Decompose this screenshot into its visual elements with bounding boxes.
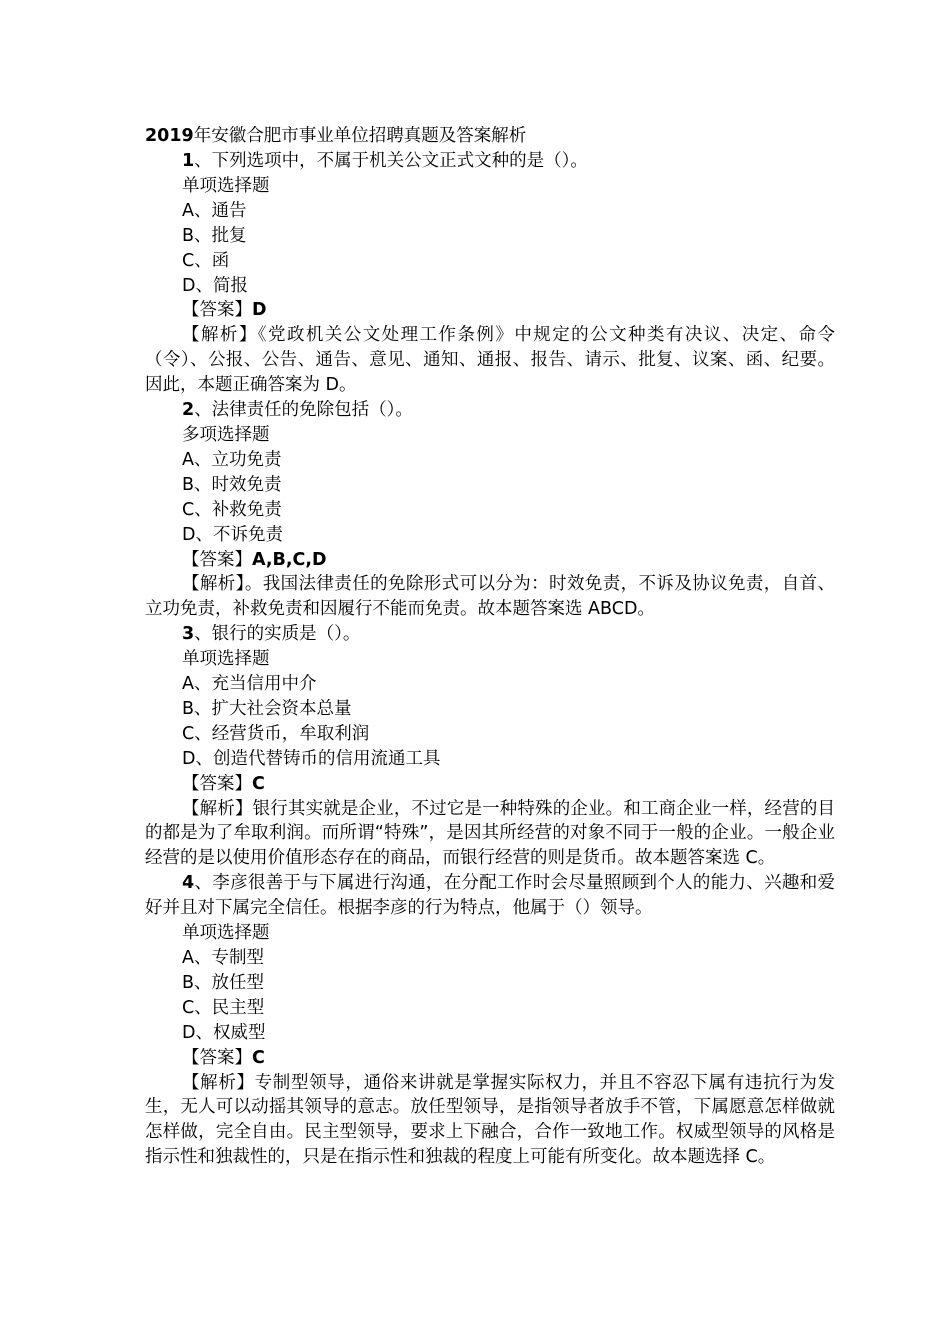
option-b: B、批复 [182,225,247,246]
option-b: B、扩大社会资本总量 [182,698,352,719]
option-c: C、补救免责 [182,499,282,520]
question-type: 单项选择题 [182,923,270,944]
answer-value: D [252,300,267,321]
option-a: A、立功免责 [182,449,282,470]
question-block [145,871,835,1170]
answer-line [145,298,835,323]
answer-label: 【答案】 [182,773,252,794]
document-title [145,124,526,149]
answer-value: A,B,C,D [252,549,327,570]
answer-label: 【答案】 [182,1047,252,1068]
question-type: 单项选择题 [182,175,270,196]
answer-value: C [252,1047,265,1068]
answer-label: 【答案】 [182,549,252,570]
question-text: 、银行的实质是（）。 [194,624,361,645]
analysis-text: 【解析】银行其实就是企业，不过它是一种特殊的企业。和工商企业一样，经营的目的都是为了牟取利润。而所谓“特殊”，是因其所经营的对象不同于一般的企业。一般企业经营的是以使用价值形态存在的商品，而银行经营的则是货币。故本题答案选 C。 [145,798,835,869]
question-block [145,398,835,622]
answer-line [145,772,835,797]
question-stem [145,149,835,174]
question-type: 单项选择题 [182,649,270,670]
question-stem [145,398,835,423]
answer-line [145,1046,835,1071]
analysis-text: 【解析】《党政机关公文处理工作条例》中规定的公文种类有决议、决定、命令（令）、公报、公告、通告、意见、通知、通报、报告、请示、批复、议案、函、纪要。因此，本题正确答案为 D。 [145,325,835,396]
question-number: 4 [182,873,195,894]
option-d: D、不诉免责 [182,524,283,545]
question-list [145,149,835,1170]
option-b: B、时效免责 [182,474,282,495]
option-a: A、充当信用中介 [182,674,317,695]
question-block [145,149,835,398]
option-c: C、经营货币，牟取利润 [182,723,370,744]
question-stem [145,622,835,647]
title-year: 2019 [145,126,194,146]
question-number: 3 [182,624,195,645]
question-text: 、李彦很善于与下属进行沟通，在分配工作时会尽量照顾到个人的能力、兴趣和爱好并且对下属完全信任。根据李彦的行为特点，他属于（）领导。 [145,873,835,919]
option-a: A、通告 [182,200,247,221]
option-c: C、函 [182,250,230,271]
option-b: B、放任型 [182,972,265,993]
answer-line [145,548,835,573]
title-text: 年安徽合肥市事业单位招聘真题及答案解析 [193,126,527,146]
question-number: 1 [182,151,195,171]
question-type: 多项选择题 [182,424,270,445]
question-text: 、法律责任的免除包括（）。 [194,400,413,421]
question-block [145,622,835,871]
option-d: D、权威型 [182,1022,266,1043]
answer-value: C [252,773,265,794]
analysis-text: 【解析】。我国法律责任的免除形式可以分为：时效免责，不诉及协议免责，自首、立功免责，补救免责和因履行不能而免责。故本题答案选 ABCD。 [145,574,835,620]
option-a: A、专制型 [182,948,264,968]
answer-label: 【答案】 [182,300,252,321]
option-c: C、民主型 [182,997,265,1018]
question-stem [145,871,835,921]
analysis-text: 【解析】专制型领导，通俗来讲就是掌握实际权力，并且不容忍下属有违抗行为发生，无人可以动摇其领导的意志。放任型领导，是指领导者放手不管，下属愿意怎样做就怎样做，完全自由。民主型领导，要求上下融合，合作一致地工作。权威型领导的风格是指示性和独裁性的，只是在指示性和独裁的程度上可能有所变化。故本题选择 C。 [145,1072,835,1168]
question-number: 2 [182,400,195,421]
option-d: D、简报 [182,275,248,296]
question-text: 、下列选项中，不属于机关公文正式文种的是（）。 [194,151,588,171]
option-d: D、创造代替铸币的信用流通工具 [182,748,441,769]
